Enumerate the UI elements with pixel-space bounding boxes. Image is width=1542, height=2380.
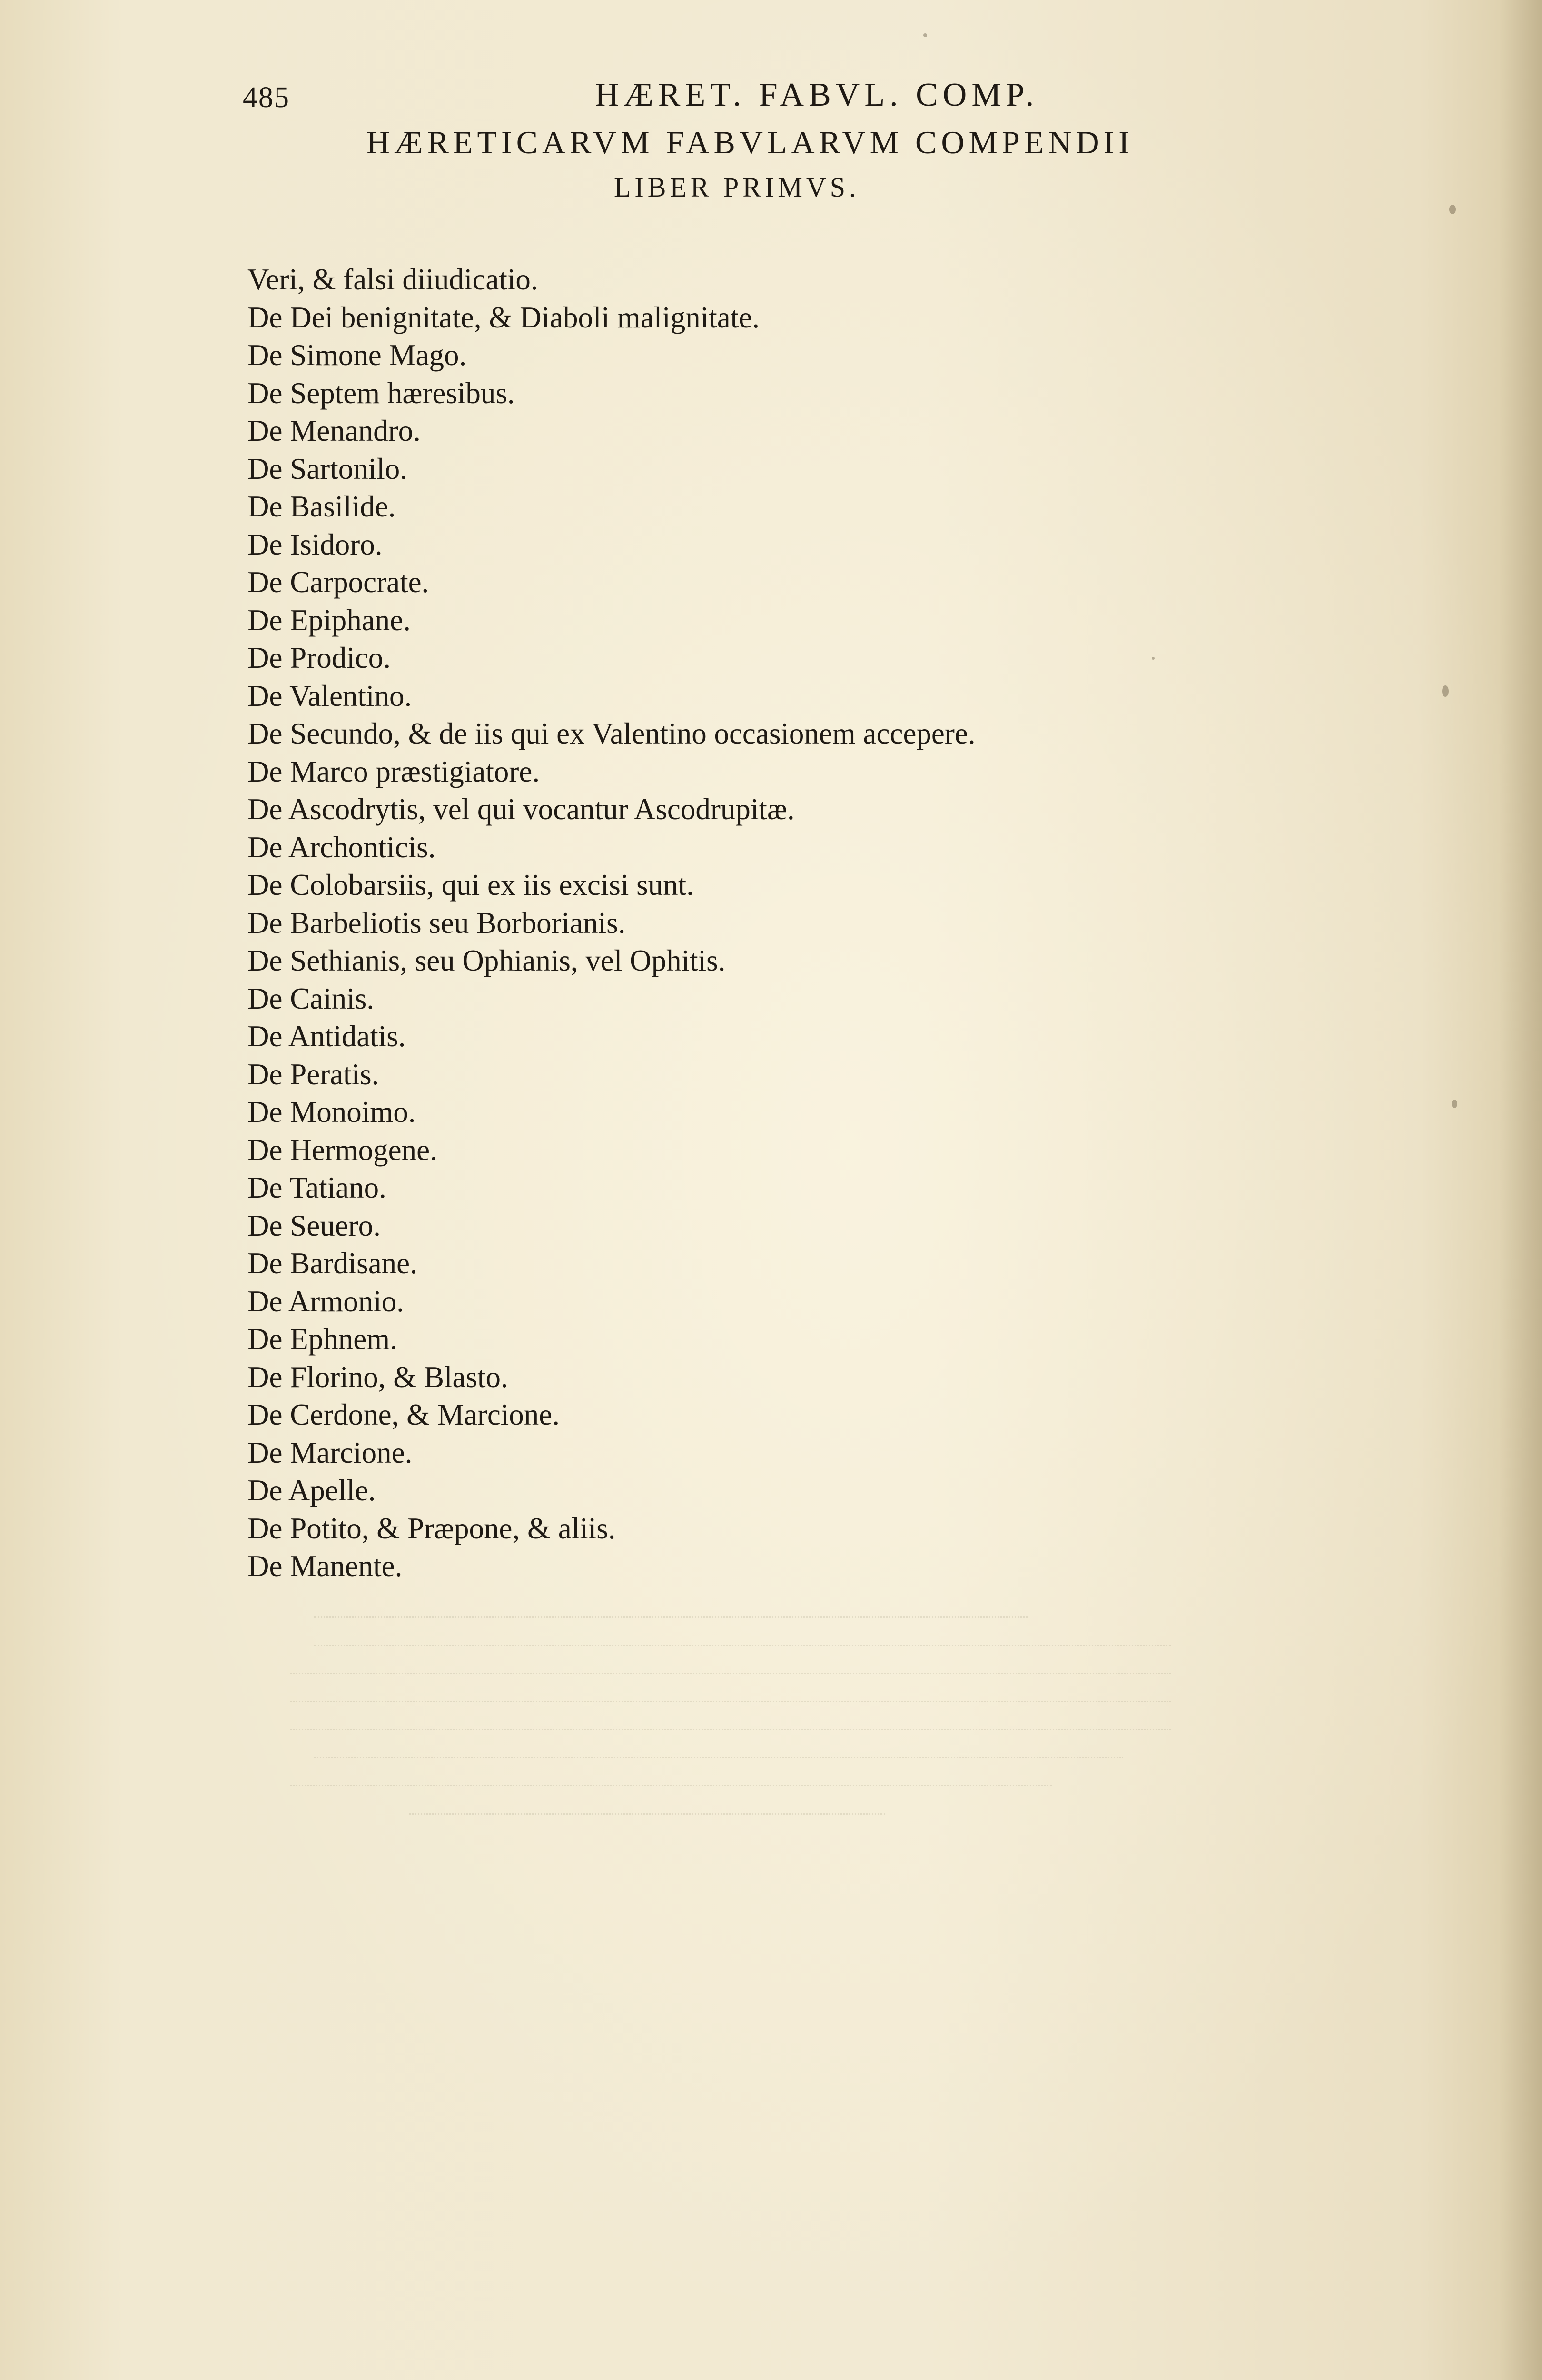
toc-entry: De Antidatis. (247, 1020, 406, 1053)
toc-entry: De Dei benignitate, & Diaboli malignitate. (247, 300, 760, 334)
toc-entry: De Menandro. (247, 414, 421, 447)
running-head: HÆRET. FABVL. COMP. (595, 77, 1039, 113)
section-subtitle: LIBER PRIMVS. (614, 172, 860, 203)
toc-entry: De Valentino. (247, 679, 412, 713)
toc-entry: De Sartonilo. (247, 452, 407, 486)
bleed-through-block (267, 1590, 1171, 1971)
toc-entry: De Armonio. (247, 1284, 404, 1318)
toc-entry: De Septem hæresibus. (247, 376, 515, 410)
paper-speck (923, 33, 927, 37)
toc-entry: De Potito, & Præpone, & aliis. (247, 1511, 616, 1545)
toc-entry: De Ephnem. (247, 1322, 397, 1356)
toc-entry: De Barbeliotis seu Borborianis. (247, 906, 626, 940)
paper-speck (1442, 685, 1449, 697)
toc-entry: De Marco præstigiatore. (247, 754, 540, 788)
toc-entry: Veri, & falsi diiudicatio. (247, 263, 538, 296)
table-of-contents (247, 261, 1199, 1586)
toc-entry: De Cainis. (247, 982, 374, 1015)
toc-entry: De Bardisane. (247, 1247, 417, 1280)
toc-entry: De Epiphane. (247, 603, 411, 637)
toc-entry: De Simone Mago. (247, 338, 467, 372)
toc-entry: De Isidoro. (247, 527, 383, 561)
toc-entry: De Seuero. (247, 1209, 381, 1242)
toc-entry: De Marcione. (247, 1436, 413, 1469)
toc-entry: De Hermogene. (247, 1133, 437, 1167)
page-edge-shadow (1499, 0, 1542, 2380)
toc-entry: De Colobarsiis, qui ex iis excisi sunt. (247, 868, 694, 902)
page-header (243, 76, 1223, 219)
toc-entry: De Prodico. (247, 641, 391, 674)
paper-speck (1449, 205, 1456, 214)
page-number: 485 (243, 81, 290, 114)
toc-entry: De Ascodrytis, vel qui vocantur Ascodrupitæ. (247, 793, 795, 826)
toc-entry: De Archonticis. (247, 830, 436, 864)
paper-speck (1452, 1100, 1457, 1108)
toc-entry: De Monoimo. (247, 1095, 416, 1129)
toc-entry: De Manente. (247, 1549, 403, 1583)
toc-entry: De Florino, & Blasto. (247, 1360, 508, 1394)
toc-entry: De Sethianis, seu Ophianis, vel Ophitis. (247, 944, 726, 977)
toc-entry: De Cerdone, & Marcione. (247, 1398, 560, 1431)
toc-entry: De Apelle. (247, 1474, 376, 1507)
toc-entry: De Secundo, & de iis qui ex Valentino occasionem accepere. (247, 717, 976, 750)
toc-entry: De Tatiano. (247, 1171, 386, 1204)
toc-entry: De Basilide. (247, 490, 396, 523)
toc-entry: De Peratis. (247, 1057, 379, 1091)
section-title: HÆRETICARVM FABVLARVM COMPENDII (366, 124, 1134, 160)
toc-entry: De Carpocrate. (247, 565, 429, 599)
